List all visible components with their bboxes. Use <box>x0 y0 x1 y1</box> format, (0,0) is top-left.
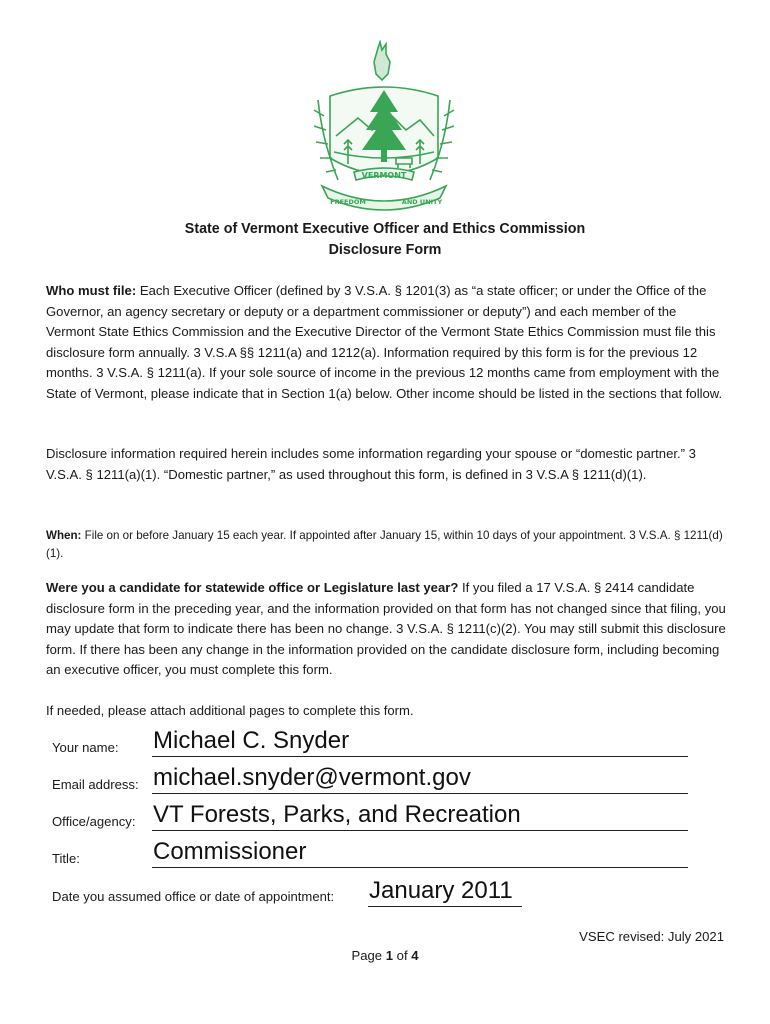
candidate-text: If you filed a 17 V.S.A. § 2414 candidate disclosure form in the preceding year, and the information provided on that form has not changed since that filing, you may update that form to indicate there has been no change. 3 V.S.A. § 1211(c)(2). You may still submit this disclosure form. If there has been any change in the information provided on the candidate disclosure form, including becoming an executive officer, you must complete this form. <box>46 580 726 677</box>
page-prefix: Page <box>351 948 383 963</box>
revision-note: VSEC revised: July 2021 <box>579 929 724 944</box>
candidate-paragraph <box>46 578 726 681</box>
page-current: 1 <box>385 948 394 963</box>
office-field-row <box>52 792 688 832</box>
candidate-label: Were you a candidate for statewide office or Legislature last year? <box>46 580 459 595</box>
office-label: Office/agency: <box>52 814 136 829</box>
appointment-date-label: Date you assumed office or date of appointment: <box>52 889 335 904</box>
who-must-file-label: Who must file: <box>46 283 137 298</box>
form-title-line2: Disclosure Form <box>328 242 442 258</box>
office-field[interactable]: VT Forests, Parks, and Recreation <box>152 800 688 831</box>
title-label: Title: <box>52 851 80 866</box>
form-title-line1: State of Vermont Executive Officer and Ethics Commission <box>184 221 586 237</box>
name-label: Your name: <box>52 740 119 755</box>
vermont-state-seal-icon <box>308 40 460 216</box>
title-field-row <box>52 829 688 869</box>
page-number <box>0 948 770 963</box>
when-paragraph <box>46 527 726 563</box>
who-must-file-text: Each Executive Officer (defined by 3 V.S.A. § 1201(3) as “a state officer; or under the Office of the Governor, an agency secretary or deputy or a department commissioner or deputy”) and each member of the Vermont State Ethics Commission and the Executive Director of the Vermont State Ethics Commission must file this disclosure form annually. 3 V.S.A §§ 1211(a) and 1212(a). Information required by this form is for the previous 12 months. 3 V.S.A. § 1211(a). If your sole source of income in the previous 12 months came from employment with the State of Vermont, please indicate that in Section 1(a) below. Other income should be listed in the sections that follow. <box>46 283 723 401</box>
name-field[interactable]: Michael C. Snyder <box>152 726 688 757</box>
title-field[interactable]: Commissioner <box>152 837 688 868</box>
form-title <box>0 219 770 261</box>
page-of: of <box>396 948 408 963</box>
when-text: File on or before January 15 each year. If appointed after January 15, within 10 days of your appointment. 3 V.S.A. § 1211(d)(1). <box>46 529 723 560</box>
seal-banner-text: VERMONT <box>361 171 407 180</box>
appointment-date-field[interactable]: January 2011 <box>368 876 522 907</box>
email-label: Email address: <box>52 777 139 792</box>
email-field-row <box>52 755 688 795</box>
seal-ribbon-left-text: FREEDOM <box>330 198 366 206</box>
page-total: 4 <box>411 948 419 963</box>
email-field[interactable]: michael.snyder@vermont.gov <box>152 763 688 794</box>
appointment-date-field-row <box>52 868 522 908</box>
seal-ribbon-right-text: AND UNITY <box>401 198 443 206</box>
who-must-file-paragraph <box>46 281 726 404</box>
name-field-row <box>52 718 688 758</box>
disclosure-info-paragraph: Disclosure information required herein includes some information regarding your spouse or “domestic partner.” 3 V.S.A. § 1211(a)(1). “Domestic partner,” as used throughout this form, is defined in 3 V.S.A § 1211(d)(1). <box>46 446 696 482</box>
attach-pages-note: If needed, please attach additional pages to complete this form. <box>46 703 414 718</box>
when-label: When: <box>46 529 82 542</box>
